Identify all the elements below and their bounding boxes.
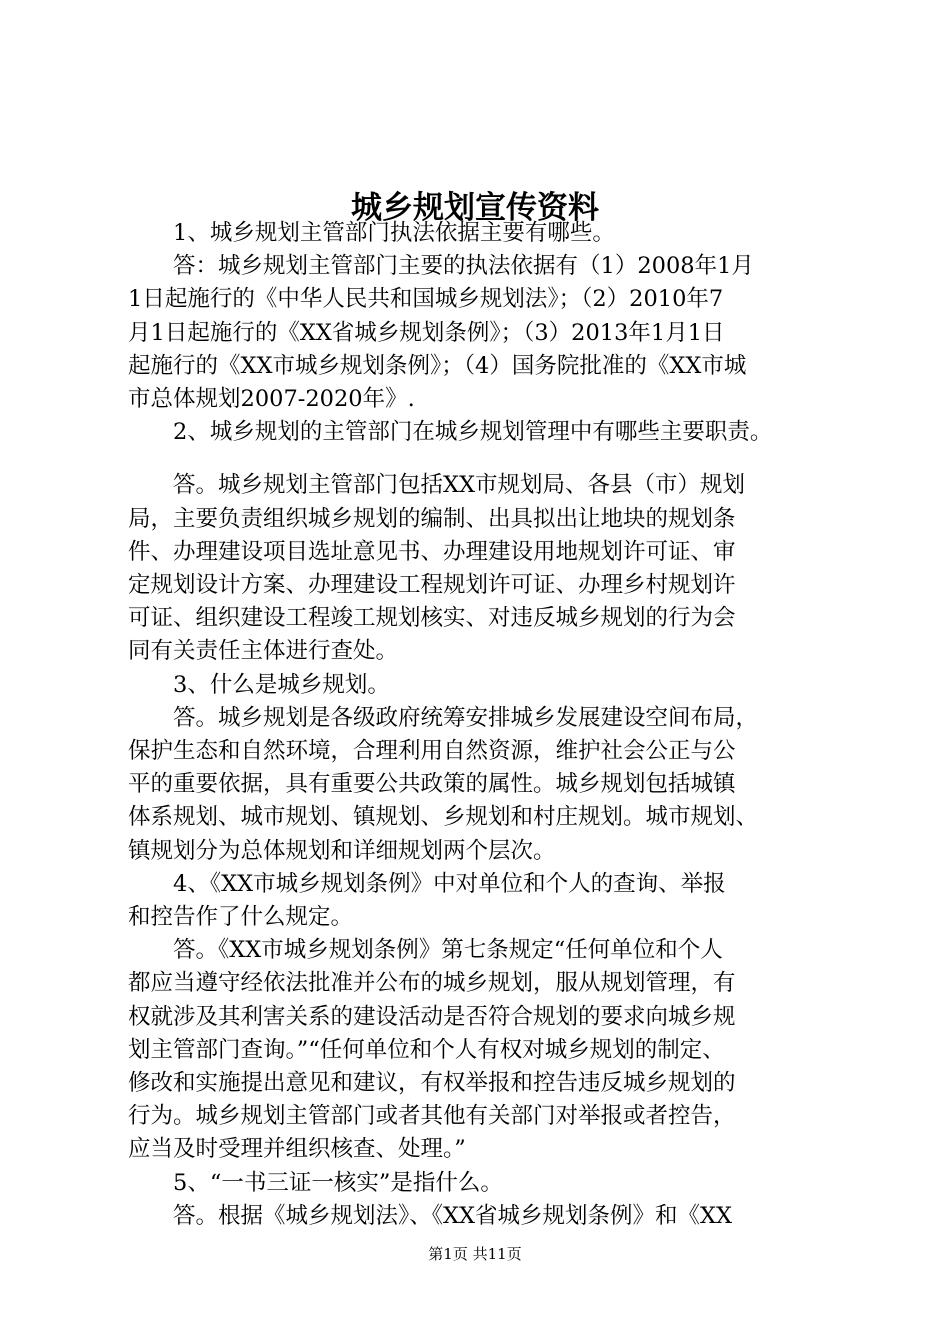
body-line: 1日起施行的《中华人民共和国城乡规划法》；（2）2010年7 bbox=[128, 286, 724, 312]
body-line: 同有关责任主体进行查处。 bbox=[128, 638, 399, 664]
body-line: 1、城乡规划主管部门执法依据主要有哪些。 bbox=[128, 220, 615, 246]
body-line: 答。城乡规划是各级政府统筹安排城乡发展建设空间布局， bbox=[128, 705, 759, 731]
body-line: 定规划设计方案、办理建设工程规划许可证、办理乡村规划许 bbox=[128, 572, 736, 598]
body-line: 答。《XX市城乡规划条例》第七条规定“任何单位和个人 bbox=[128, 937, 723, 963]
body-line: 答。根据《城乡规划法》、《XX省城乡规划条例》和《XX bbox=[128, 1203, 733, 1229]
body-line: 2、城乡规划的主管部门在城乡规划管理中有哪些主要职责。 bbox=[128, 419, 773, 445]
body-line: 镇规划分为总体规划和详细规划两个层次。 bbox=[128, 838, 556, 864]
body-line: 保护生态和自然环境，合理利用自然资源，维护社会公正与公 bbox=[128, 738, 736, 764]
body-line: 月1日起施行的《XX省城乡规划条例》；（3）2013年1月1日 bbox=[128, 320, 725, 346]
body-line: 修改和实施提出意见和建议，有权举报和控告违反城乡规划的 bbox=[128, 1070, 736, 1096]
page-footer: 第1页 共11页 bbox=[428, 1245, 522, 1263]
body-line: 答。城乡规划主管部门包括XX市规划局、各县（市）规划 bbox=[128, 472, 746, 498]
body-line: 5、“一书三证一核实”是指什么。 bbox=[128, 1170, 503, 1196]
body-line: 件、办理建设项目选址意见书、办理建设用地规划许可证、审 bbox=[128, 539, 736, 565]
body-line: 行为。城乡规划主管部门或者其他有关部门对举报或者控告， bbox=[128, 1103, 736, 1129]
body-line: 市总体规划2007-2020年》. bbox=[128, 386, 415, 412]
body-line: 3、什么是城乡规划。 bbox=[128, 672, 390, 698]
body-line: 和控告作了什么规定。 bbox=[128, 904, 354, 930]
body-line: 划主管部门查询。”“任何单位和个人有权对城乡规划的制定、 bbox=[128, 1037, 725, 1063]
body-line: 权就涉及其利害关系的建设活动是否符合规划的要求向城乡规 bbox=[128, 1004, 736, 1030]
document-title: 城乡规划宣传资料 bbox=[351, 190, 599, 226]
body-line: 局，主要负责组织城乡规划的编制、出具拟出让地块的规划条 bbox=[128, 506, 736, 532]
body-line: 答：城乡规划主管部门主要的执法依据有（1）2008年1月 bbox=[128, 253, 754, 279]
body-line: 可证、组织建设工程竣工规划核实、对违反城乡规划的行为会 bbox=[128, 605, 736, 631]
body-line: 都应当遵守经依法批准并公布的城乡规划，服从规划管理，有 bbox=[128, 970, 736, 996]
body-line: 体系规划、城市规划、镇规划、乡规划和村庄规划。城市规划、 bbox=[128, 804, 759, 830]
body-line: 起施行的《XX市城乡规划条例》；（4）国务院批准的《XX市城 bbox=[128, 353, 747, 379]
body-line: 应当及时受理并组织核查、处理。” bbox=[128, 1136, 466, 1162]
body-line: 4、《XX市城乡规划条例》中对单位和个人的查询、举报 bbox=[128, 871, 726, 897]
body-line: 平的重要依据，具有重要公共政策的属性。城乡规划包括城镇 bbox=[128, 771, 736, 797]
